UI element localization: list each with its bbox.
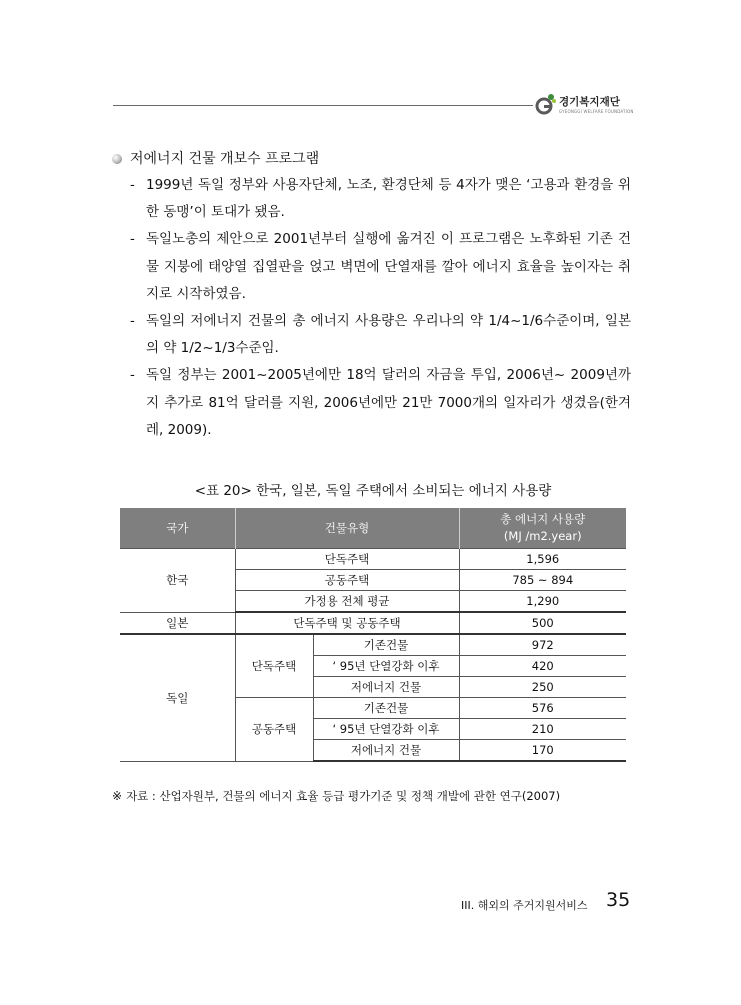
header-country: 국가 (120, 508, 235, 549)
energy-value-cell: 972 (459, 634, 626, 656)
reference-mark-icon: ※ (112, 789, 123, 803)
bullet-icon (112, 154, 122, 164)
building-type-cell: ‘ 95년 단열강화 이후 (313, 656, 459, 677)
footer-chapter-title: III. 해외의 주거지원서비스 (461, 899, 588, 912)
energy-value-cell: 250 (459, 677, 626, 698)
page-number: 35 (606, 889, 631, 911)
energy-usage-table (120, 508, 626, 762)
energy-value-cell: 420 (459, 656, 626, 677)
source-note (112, 788, 560, 804)
energy-value-cell: 785 ~ 894 (459, 570, 626, 591)
bullet-list (128, 172, 631, 444)
list-item (128, 308, 631, 362)
foundation-logo (535, 92, 645, 122)
list-dash: - (130, 231, 135, 248)
section-heading (112, 148, 319, 168)
logo-title: 경기복지재단 (559, 96, 620, 108)
building-type-cell: 저에너지 건물 (313, 740, 459, 762)
building-type-cell: ‘ 95년 단열강화 이후 (313, 719, 459, 740)
country-korea: 한국 (120, 549, 235, 613)
country-germany: 독일 (120, 634, 235, 761)
header-building-type: 건물유형 (235, 508, 459, 549)
list-item-text: 1999년 독일 정부와 사용자단체, 노조, 환경단체 등 4자가 맺은 ‘고용과 환경을 위한 동맹’이 토대가 됐음. (146, 177, 631, 221)
logo-subtitle: GYEONGGI WELFARE FOUNDATION (559, 109, 634, 114)
foundation-logo-icon (535, 92, 557, 118)
energy-value-cell: 500 (459, 612, 626, 634)
header-energy-line1: 총 에너지 사용량 (500, 512, 586, 526)
energy-value-cell: 170 (459, 740, 626, 762)
list-item-text: 독일 정부는 2001~2005년에만 18억 달러의 자금을 투입, 2006년~ 2009년까지 추가로 81억 달러를 지원, 2006년에만 21만 7000개의 일자리가 생겼음(한겨레, 2009). (146, 367, 631, 438)
building-type-cell: 저에너지 건물 (313, 677, 459, 698)
housing-category-apartment: 공동주택 (235, 698, 313, 762)
header-rule (113, 105, 533, 106)
table-row (120, 549, 626, 570)
table-caption: <표 20> 한국, 일본, 독일 주택에서 소비되는 에너지 사용량 (194, 483, 552, 499)
header-energy-usage (459, 508, 626, 549)
table-row (120, 634, 626, 656)
section-heading-text: 저에너지 건물 개보수 프로그램 (130, 151, 320, 167)
building-type-cell: 기존건물 (313, 698, 459, 719)
header-energy-line2: (MJ /m2.year) (503, 529, 582, 543)
source-note-text: 자료 : 산업자원부, 건물의 에너지 효율 등급 평가기준 및 정책 개발에 관한 연구(2007) (126, 789, 561, 803)
building-type-cell: 기존건물 (313, 634, 459, 656)
list-item-text: 독일노총의 제안으로 2001년부터 실행에 옮겨진 이 프로그램은 노후화된 기존 건물 지붕에 태양열 집열판을 얹고 벽면에 단열재를 깔아 에너지 효율을 높이자는 취지로 시작하였음. (146, 231, 631, 302)
list-dash: - (130, 313, 135, 330)
table-header-row (120, 508, 626, 549)
country-japan: 일본 (120, 612, 235, 634)
energy-value-cell: 576 (459, 698, 626, 719)
list-dash: - (130, 367, 135, 384)
list-item (128, 172, 631, 226)
energy-value-cell: 210 (459, 719, 626, 740)
building-type-cell: 단독주택 및 공동주택 (235, 612, 459, 634)
housing-category-detached: 단독주택 (235, 634, 313, 698)
building-type-cell: 가정용 전체 평균 (235, 591, 459, 613)
list-dash: - (130, 177, 135, 193)
list-item (128, 226, 631, 308)
energy-value-cell: 1,290 (459, 591, 626, 613)
table-row (120, 612, 626, 634)
list-item-text: 독일의 저에너지 건물의 총 에너지 사용량은 우리나의 약 1/4~1/6수준이며, 일본의 약 1/2~1/3수준임. (146, 313, 631, 357)
energy-value-cell: 1,596 (459, 549, 626, 570)
list-item (128, 362, 631, 444)
building-type-cell: 공동주택 (235, 570, 459, 591)
building-type-cell: 단독주택 (235, 549, 459, 570)
